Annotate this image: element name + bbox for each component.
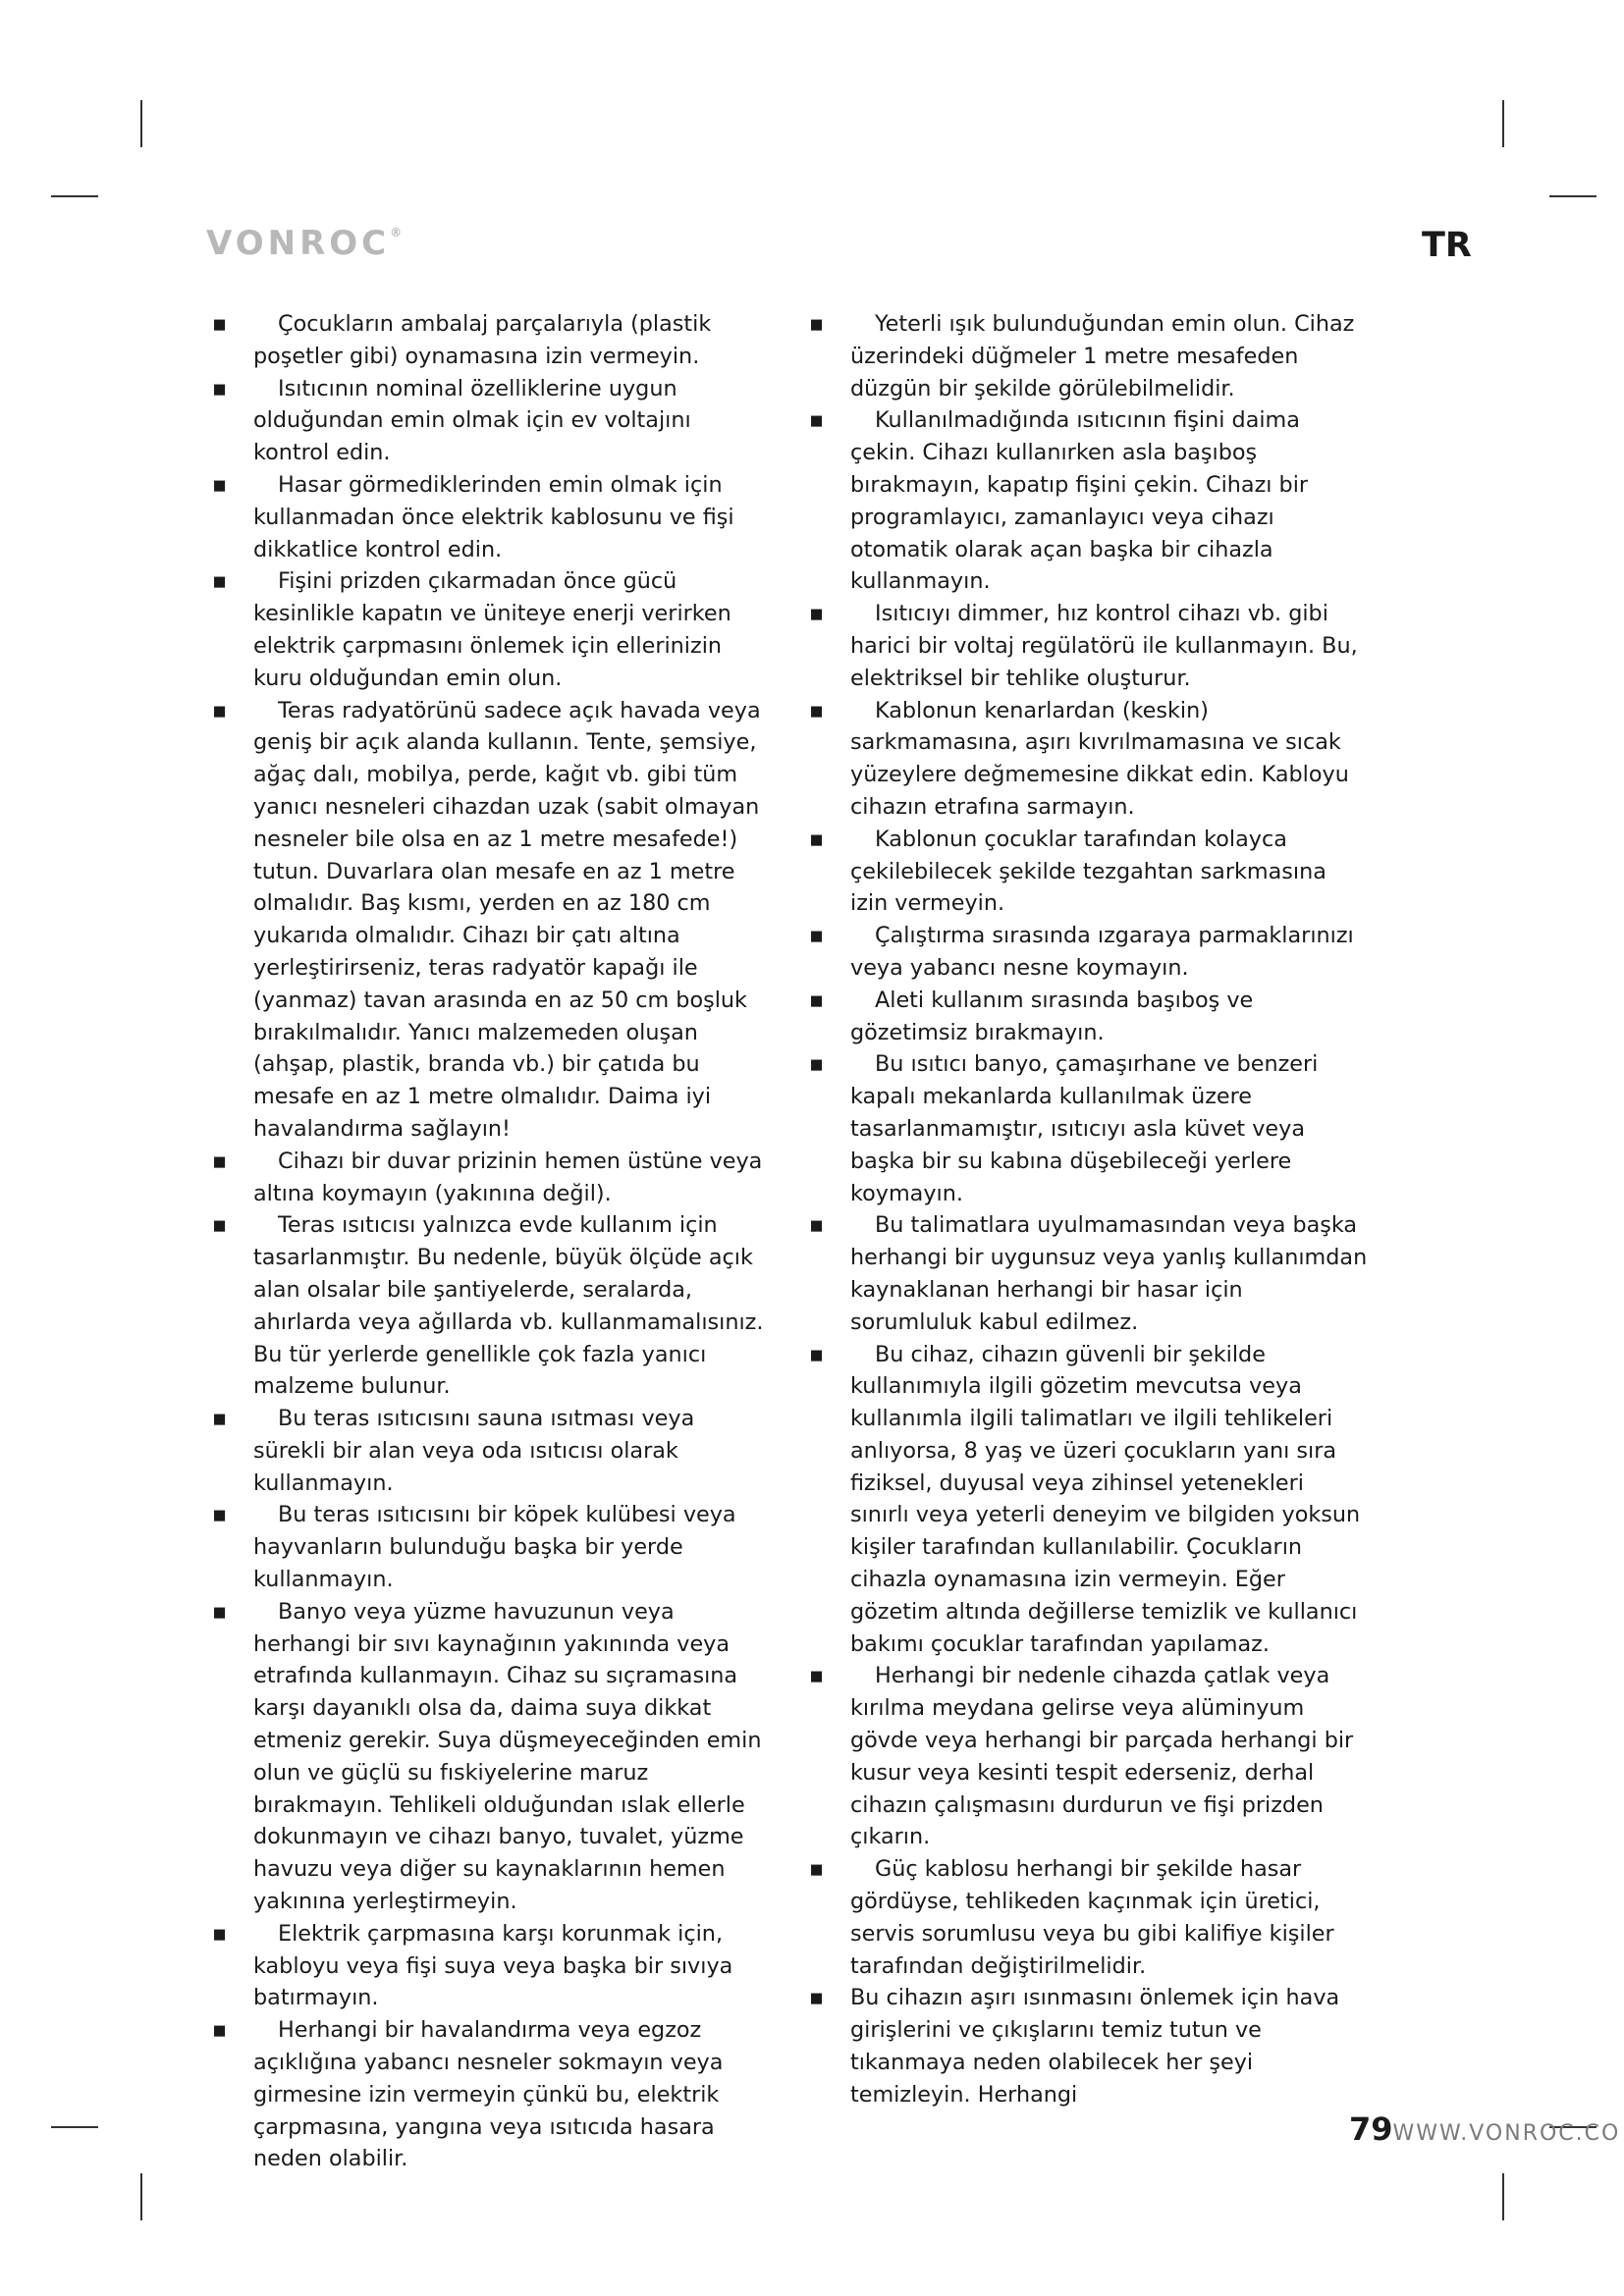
bullet-icon: ▪ [212,568,228,595]
list-item-text: Aleti kullanım sırasında başıboş ve gözetimsiz bırakmayın. [850,987,1254,1045]
bullet-icon: ▪ [809,1663,825,1689]
website-url: WWW.VONROC.CO [1392,2121,1621,2146]
list-item [212,373,772,469]
bullet-icon: ▪ [212,1406,228,1432]
bullet-icon: ▪ [809,1212,825,1239]
bullet-icon: ▪ [809,601,825,627]
list-item [212,1146,772,1210]
bullet-icon: ▪ [212,2017,228,2044]
registered-mark: ® [390,226,403,240]
bullet-icon: ▪ [212,311,228,337]
list-item-text: Yeterli ışık bulunduğundan emin olun. Cihaz üzerindeki düğmeler 1 metre mesafeden düzgün bir şekilde görülebilmelidir. [850,311,1355,401]
crop-mark-top-left-horizontal [51,195,98,197]
bullet-icon: ▪ [212,697,228,723]
right-column [809,308,1369,2111]
list-item-text: Bu talimatlara uyulmamasından veya başka herhangi bir uygunsuz veya yanlış kullanımdan kaynaklanan herhangi bir hasar için sorumluluk kabul edilmez. [850,1212,1368,1335]
bullet-icon: ▪ [809,1051,825,1078]
bullet-icon: ▪ [809,1856,825,1883]
list-item-text: Bu teras ısıtıcısını sauna ısıtması veya sürekli bir alan veya oda ısıtıcısı olarak kullanmayın. [253,1406,695,1496]
bullet-icon: ▪ [212,1212,228,1239]
bullet-icon: ▪ [809,311,825,337]
page-number: 79 [1349,2110,1393,2148]
language-code: TR [1422,226,1472,265]
list-item [212,1403,772,1499]
crop-mark-bottom-left-vertical [140,2173,142,2220]
list-item [212,308,772,373]
list-item-text: Bu teras ısıtıcısını bir köpek kulübesi veya hayvanların bulunduğu başka bir yerde kullanmayın. [253,1502,736,1593]
list-item-text: Güç kablosu herhangi bir şekilde hasar gördüyse, tehlikeden kaçınmak için üretici, servis sorumlusu veya bu gibi kalifiye kişiler tarafından değiştirilmelidir. [850,1856,1334,1979]
list-item-text: Hasar görmediklerinden emin olmak için kullanmadan önce elektrik kablosunu ve fişi dikkatlice kontrol edin. [253,471,734,562]
list-item [212,1596,772,1918]
brand-logo-text: VONROC [206,224,391,263]
list-item-text: Bu cihazın aşırı ısınmasını önlemek için hava girişlerini ve çıkışlarını temiz tutun ve tıkanmaya neden olabilecek her şeyi temizleyin. Herhangi [850,1985,1340,2108]
list-item [809,1660,1369,1853]
bullet-icon: ▪ [212,471,228,498]
crop-mark-top-right-horizontal [1549,195,1597,197]
list-item-text: Teras radyatörünü sadece açık havada veya geniş bir açık alanda kullanın. Tente, şemsiye, ağaç dalı, mobilya, perde, kağıt vb. gibi tüm yanıcı nesneleri cihazdan uzak (sabit olmayan nesneler bile olsa en az 1 metre mesafede!) tutun. Duvarlara olan mesafe en az 1 metre olmalıdır. Baş kısmı, yerden en az 180 cm yukarıda olmalıdır. Cihazı bir çatı altına yerleştirirseniz, teras radyatör kapağı ile (yanmaz) tavan arasında en az 50 cm boşluk bırakılmalıdır. Yanıcı malzemeden oluşan (ahşap, plastik, branda vb.) bir çatıda bu mesafe en az 1 metre olmalıdır. Daima iyi havalandırma sağlayın! [253,697,761,1142]
list-item [809,1982,1369,2110]
brand-logo [206,224,402,263]
list-item [809,985,1369,1049]
list-item [809,920,1369,985]
list-item-text: Cihazı bir duvar prizinin hemen üstüne veya altına koymayın (yakınına değil). [253,1148,763,1206]
page-footer [1349,2110,1621,2148]
list-item-text: Isıtıcıyı dimmer, hız kontrol cihazı vb. gibi harici bir voltaj regülatörü ile kullanmayın. Bu, elektriksel bir tehlike oluşturur. [850,601,1358,691]
list-item [809,1209,1369,1338]
list-item-text: Herhangi bir nedenle cihazda çatlak veya kırılma meydana gelirse veya alüminyum gövde veya herhangi bir parçada herhangi bir kusur veya kesinti tespit ederseniz, derhal cihazın çalışmasını durdurun ve fişi prizden çıkarın. [850,1663,1354,1850]
bullet-icon: ▪ [809,697,825,723]
list-item-text: Banyo veya yüzme havuzunun veya herhangi bir sıvı kaynağının yakınında veya etrafında kullanmayın. Cihaz su sıçramasına karşı dayanıklı olsa da, daima suya dikkat etmeniz gerekir. Suya düşmeyeceğinden emin olun ve güçlü su fıskiyelerine maruz bırakmayın. Tehlikeli olduğundan ıslak ellerle dokunmayın ve cihazı banyo, tuvalet, yüzme havuzu veya diğer su kaynaklarının hemen yakınına yerleştirmeyin. [253,1598,762,1915]
list-item [809,308,1369,404]
list-item-text: Çalıştırma sırasında ızgaraya parmaklarınızı veya yabancı nesne koymayın. [850,923,1354,981]
list-item [809,404,1369,598]
crop-mark-top-right-vertical [1502,100,1504,147]
bullet-icon: ▪ [809,923,825,949]
list-item [212,1499,772,1595]
bullet-icon: ▪ [212,1920,228,1947]
list-item [212,695,772,1146]
list-item-text: Teras ısıtıcısı yalnızca evde kullanım için tasarlanmıştır. Bu nedenle, büyük ölçüde açık alan olsalar bile şantiyelerde, seralarda, ahırlarda veya ağıllarda vb. kullanmamalısınız. Bu tür yerlerde genellikle çok fazla yanıcı malzeme bulunur. [253,1212,764,1400]
bullet-icon: ▪ [809,1985,825,2011]
list-item-text: Kullanılmadığında ısıtıcının fişini daima çekin. Cihazı kullanırken asla başıboş bırakmayın, kapatıp fişini çekin. Cihazı bir programlayıcı, zamanlayıcı veya cihazı otomatik olarak açan başka bir cihazla kullanmayın. [850,407,1309,595]
list-item [809,598,1369,694]
list-item [212,469,772,565]
bullet-icon: ▪ [809,1341,825,1367]
list-item [212,2014,772,2175]
bullet-icon: ▪ [809,407,825,434]
list-item [809,695,1369,824]
list-item [809,824,1369,920]
list-item [809,1048,1369,1209]
list-item [809,1853,1369,1982]
bullet-icon: ▪ [809,987,825,1013]
crop-mark-top-left-vertical [140,100,142,147]
list-item-text: Bu ısıtıcı banyo, çamaşırhane ve benzeri kapalı mekanlarda kullanılmak üzere tasarlanmamıştır, ısıtıcıyı asla küvet veya başka bir su kabına düşebileceği yerlere koymayın. [850,1051,1319,1206]
crop-mark-bottom-left-horizontal [51,2126,98,2128]
list-item [212,1918,772,2014]
bullet-icon: ▪ [212,375,228,401]
bullet-icon: ▪ [212,1598,228,1625]
list-item-text: Herhangi bir havalandırma veya egzoz açıklığına yabancı nesneler sokmayın veya girmesine izin vermeyin çünkü bu, elektrik çarpmasına, yangına veya ısıtıcıda hasara neden olabilir. [253,2017,724,2172]
list-item-text: Isıtıcının nominal özelliklerine uygun olduğundan emin olmak için ev voltajını kontrol edin. [253,375,691,466]
bullet-icon: ▪ [809,826,825,852]
bullet-icon: ▪ [212,1502,228,1528]
list-item [212,1209,772,1403]
list-item-text: Fişini prizden çıkarmadan önce gücü kesinlikle kapatın ve üniteye enerji verirken elektrik çarpmasını önlemek için ellerinizin kuru olduğundan emin olun. [253,568,731,691]
list-item-text: Bu cihaz, cihazın güvenli bir şekilde kullanımıyla ilgili gözetim mevcutsa veya kullanımla ilgili talimatları ve ilgili tehlikeleri anlıyorsa, 8 yaş ve üzeri çocukların yanı sıra fiziksel, duyusal veya zihinsel yetenekleri sınırlı veya yeterli deneyim ve bilgiden yoksun kişiler tarafından kullanılabilir. Çocukların cihazla oynamasına izin vermeyin. Eğer gözetim altında değillerse temizlik ve kullanıcı bakımı çocuklar tarafından yapılamaz. [850,1341,1361,1657]
bullet-icon: ▪ [212,1148,228,1174]
list-item [809,1339,1369,1661]
list-item [212,565,772,694]
crop-mark-bottom-right-vertical [1502,2173,1504,2220]
list-item-text: Kablonun çocuklar tarafından kolayca çekilebilecek şekilde tezgahtan sarkmasına izin vermeyin. [850,826,1326,917]
list-item-text: Çocukların ambalaj parçalarıyla (plastik poşetler gibi) oynamasına izin vermeyin. [253,311,712,369]
list-item-text: Kablonun kenarlardan (keskin) sarkmamasına, aşırı kıvrılmamasına ve sıcak yüzeylere değmemesine dikkat edin. Kabloyu cihazın etrafına sarmayın. [850,697,1349,820]
list-item-text: Elektrik çarpmasına karşı korunmak için, kabloyu veya fişi suya veya başka bir sıvıya batırmayın. [253,1920,733,2011]
left-column [212,308,772,2175]
